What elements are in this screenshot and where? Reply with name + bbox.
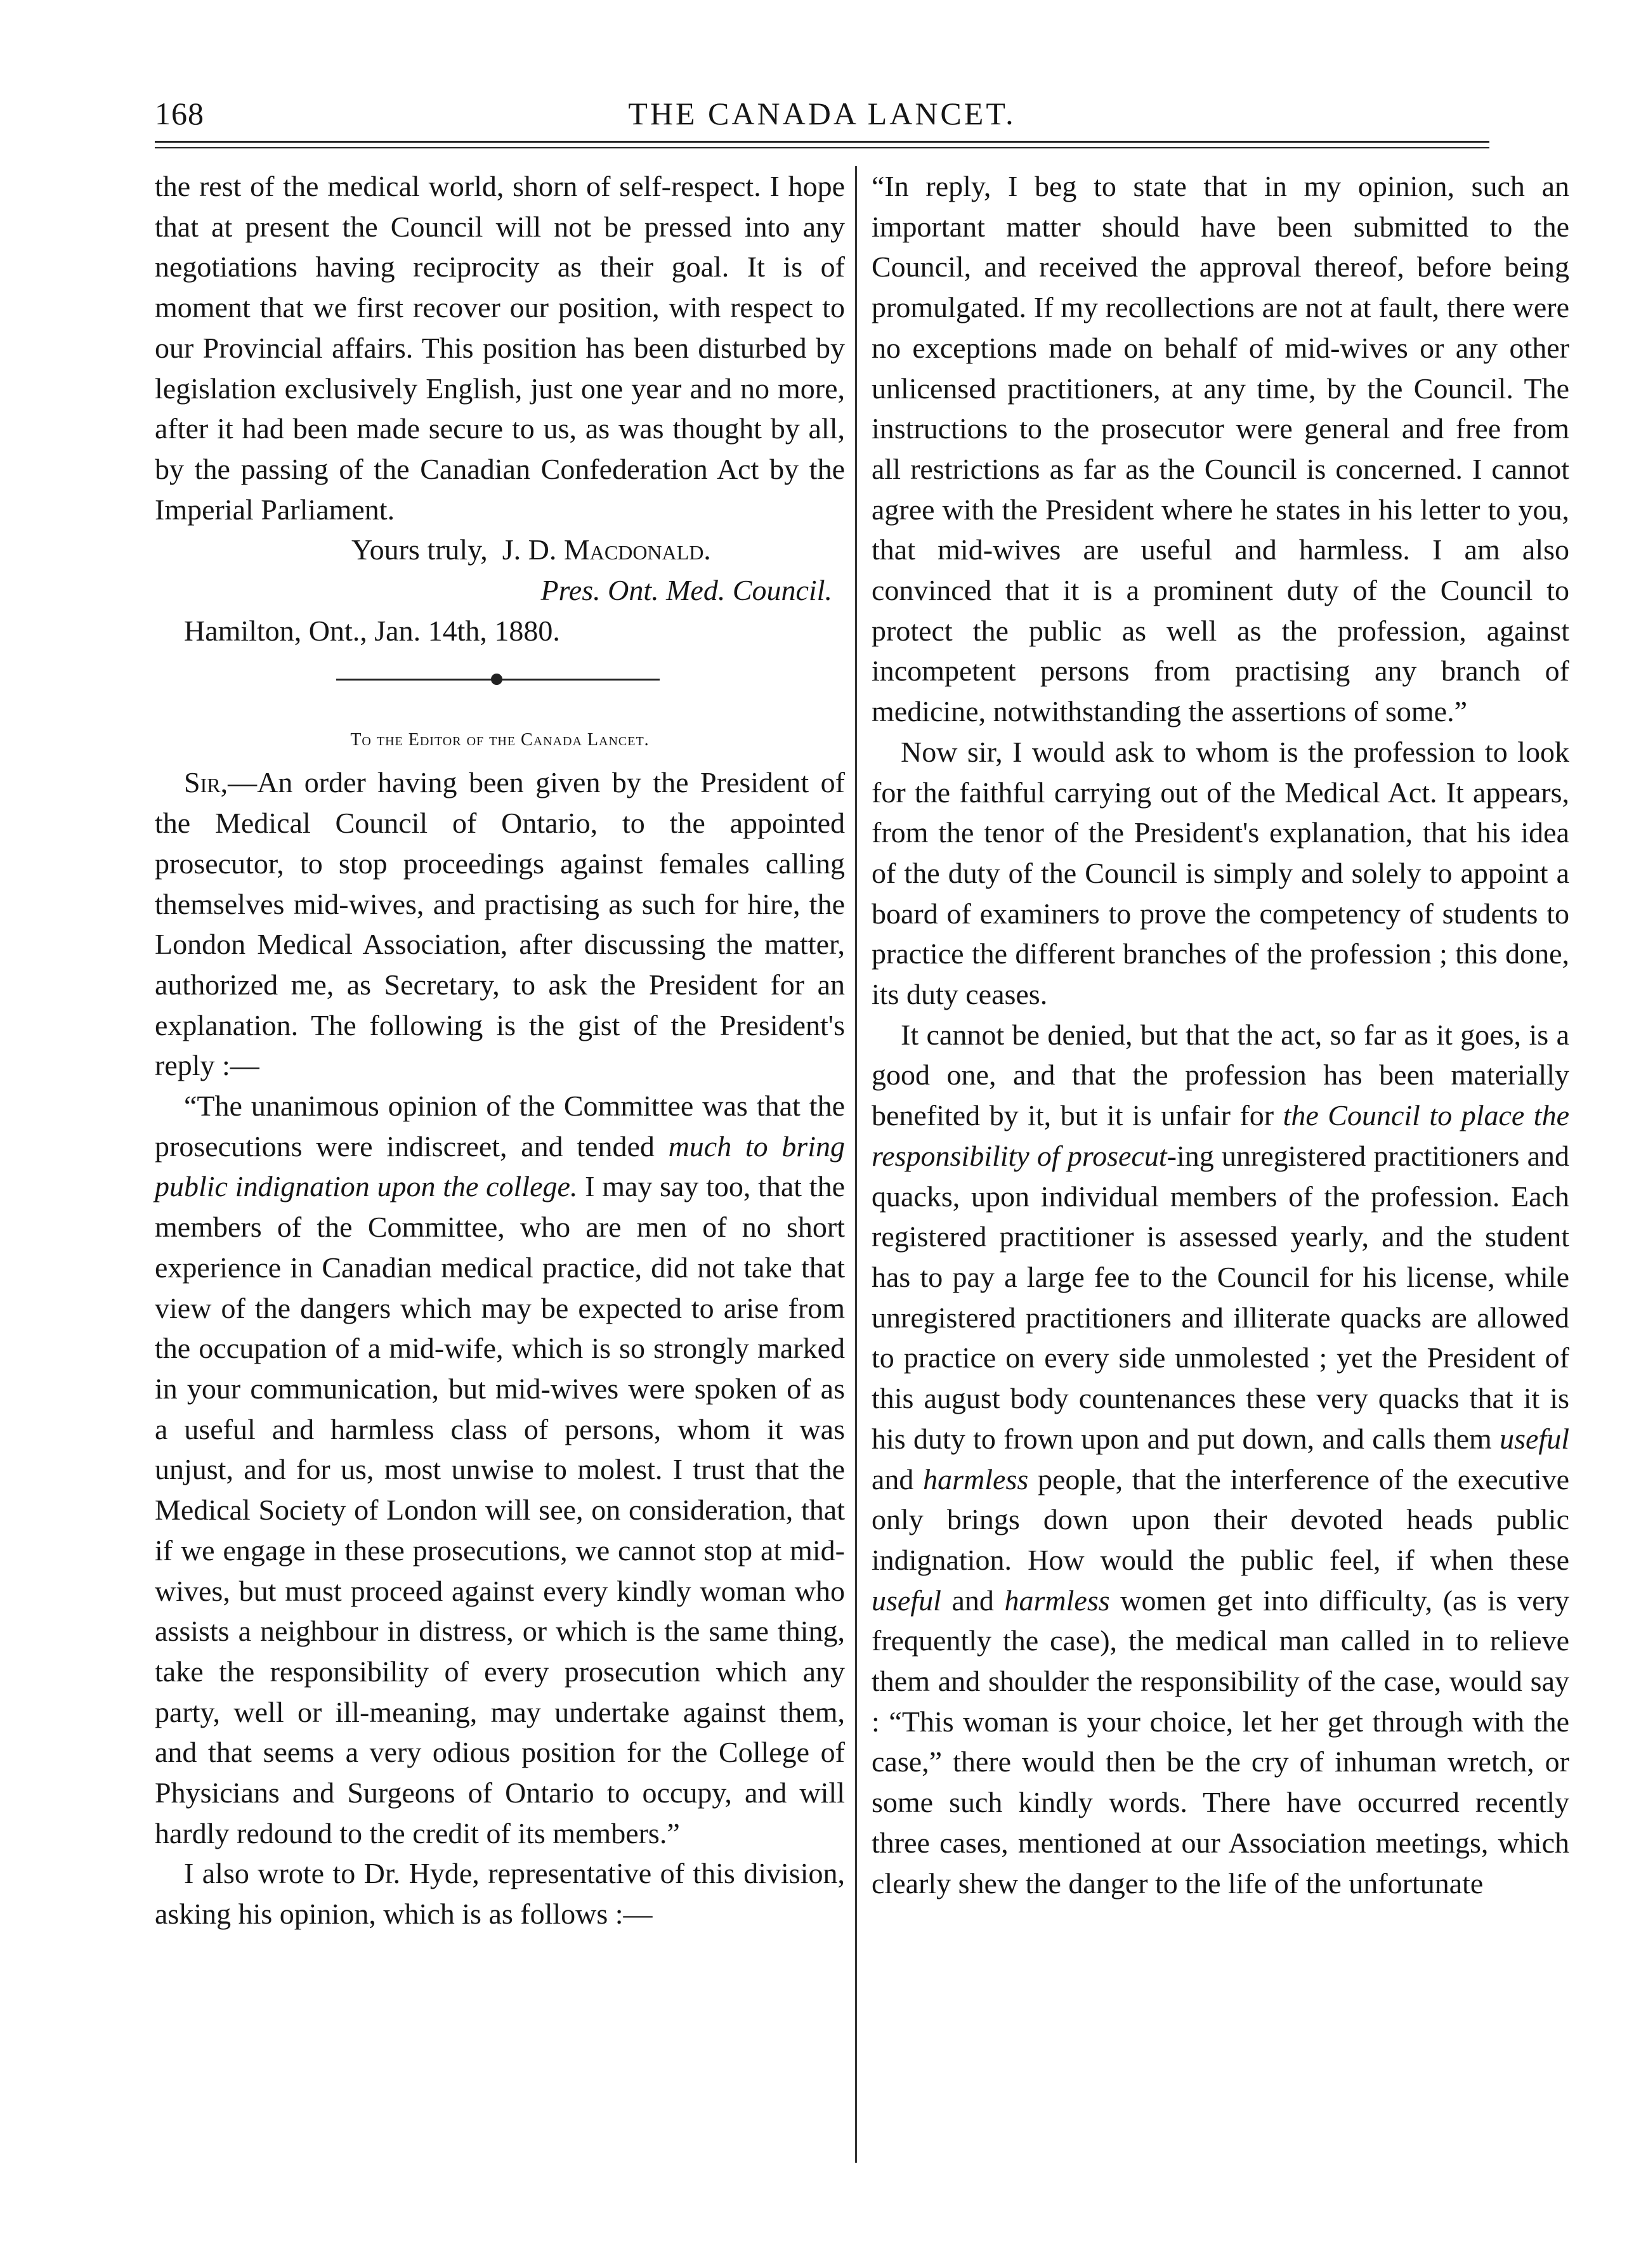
argument-paragraph: Now sir, I would ask to whom is the profession to look for the faithful carrying out of the Medical Act. It appears, from the tenor of the President's explanation, that his idea of the duty of the Council is simply and solely to appoint a board of examiners to prove the competency of students to practice the different branches of the profession ; this done, its duty ceases. xyxy=(872,735,1569,1011)
reply-text-start: “The unanimous opinion of the Committee was that the prosecutions were indiscreet, and tended xyxy=(155,1090,845,1163)
page-number: 168 xyxy=(155,96,204,131)
conclusion-paragraph xyxy=(872,1015,1569,1903)
letter-closing-paragraph: the rest of the medical world, shorn of self-respect. I hope that at present the Council will not be pressed into any negotiations having reciprocity as their goal. It is of moment that we first recover our position, with respect to our Provincial affairs. This position has been disturbed by legislation exclusively English, just one year and no more, after it had been made secure to us, as was thought by all, by the passing of the Canadian Confederation Act by the Imperial Parliament. xyxy=(155,170,845,526)
signature-place-date: Hamilton, Ont., Jan. 14th, 1880. xyxy=(184,614,560,647)
italic-harmless-2: harmless xyxy=(1004,1584,1110,1617)
conjunction-and: and xyxy=(872,1463,924,1496)
page-header xyxy=(155,95,1489,140)
separator-dot xyxy=(491,674,502,685)
reply-text-end: I may say too, that the members of the Committee, who are men of no short experience in Canadian medical practice, did not take that view of the dangers which may be expected to arise from the occupation of a mid-wife, which is so strongly marked in your communication, but mid-wives were spoken of as a useful and harmless class of persons, whom it was unjust, and for us, most unwise to molest. I trust that the Medical Society of London will see, on consideration, that if we engage in these prosecutions, we cannot stop at mid-wives, but must proceed against every kindly woman who assists a neighbour in distress, or which is the same thing, take the responsibility of every prosecution which any party, well or ill-meaning, may undertake against them, and that seems a very odious position for the College of Physicians and Surgeons of Ontario to occupy, and will hardly redound to the credit of its members.” xyxy=(155,1170,845,1849)
reply-text-italic: much to bring public indignation upon the college. xyxy=(155,1130,845,1203)
header-rule-top xyxy=(155,141,1489,143)
hyde-reply-paragraph: “In reply, I beg to state that in my opinion, such an important matter should have been submitted to the Council, and received the approval thereof, before being promulgated. If my recollections are not at fault, there were no exceptions made on behalf of mid-wives or any other unlicensed practitioners, at any time, by the Council. The instructions to the prosecutor were general and free from all restrictions as far as the Council is concerned. I cannot agree with the President where he states in his letter to you, that mid-wives are useful and harmless. I am also convinced that it is a prominent duty of the Council to protect the public as well as the profession, against incompetent persons from practising any branch of medicine, notwithstanding the assertions of some.” xyxy=(872,170,1569,728)
conclusion-text-end: women get into difficulty, (as is very frequently the case), the medical man called in to relieve them and shoulder the responsibility of the case, would say : “This woman is your choice, let her get through with the case,” there would then be the cry of inhuman wretch, or some such kindly words. There have occurred recently three cases, mentioned at our Association meetings, which clearly shew the danger to the life of the unfortunate xyxy=(872,1584,1569,1900)
conjunction-and-2: and xyxy=(941,1584,1005,1617)
hyde-intro-paragraph: I also wrote to Dr. Hyde, representative of this division, asking his opinion, which is as follows :— xyxy=(155,1857,845,1931)
conclusion-text-mid2: people, that the interference of the executive only brings down upon their devoted heads public indignation. How would the public feel, if when these xyxy=(872,1463,1570,1576)
italic-harmless: harmless xyxy=(923,1463,1029,1496)
letter-paragraph-text: —An order having been given by the President of the Medical Council of Ontario, to the appointed prosecutor, to stop proceedings against females calling themselves mid-wives, and practising as such for hire, the London Medical Association, after discussing the matter, authorized me, as Secretary, to ask the President for an explanation. The following is the gist of the President's reply :— xyxy=(155,766,845,1082)
editor-address: To the Editor of the Canada Lancet. xyxy=(350,730,650,750)
president-reply-paragraph xyxy=(155,1086,845,1853)
conclusion-text-start: It cannot be denied, but that the act, so far as it goes, is a good one, and that the profession has been materially benefited by it, but it is unfair for xyxy=(872,1018,1569,1132)
right-column xyxy=(872,166,1569,1903)
letter-paragraph xyxy=(155,762,845,1086)
signature-title: Pres. Ont. Med. Council. xyxy=(540,574,832,607)
signature-line xyxy=(155,530,845,570)
section-separator xyxy=(155,651,845,707)
salutation: Sir, xyxy=(184,766,228,799)
italic-useful-2: useful xyxy=(872,1584,941,1617)
left-column xyxy=(155,166,845,1934)
header-rule-bottom xyxy=(155,147,1489,148)
italic-useful: useful xyxy=(1500,1422,1569,1455)
column-divider xyxy=(855,166,857,2163)
conclusion-text-italic: the Council to place the responsibility of prosecut- xyxy=(872,1099,1569,1172)
running-title: THE CANADA LANCET. xyxy=(628,96,1016,131)
signature-salutation: Yours truly, xyxy=(351,533,488,566)
conclusion-text-mid: ing unregistered practitioners and quacks, upon individual members of the profession. Each registered practitioner is assessed yearly, and the student has to pay a large fee to the Council for his license, while unregistered practitioners and illiterate quacks are allowed to practice on every side unmolested ; yet the President of this august body countenances these very quacks that it is his duty to frown upon and put down, and calls them xyxy=(872,1139,1569,1455)
signature-name: J. D. Macdonald. xyxy=(502,533,711,566)
